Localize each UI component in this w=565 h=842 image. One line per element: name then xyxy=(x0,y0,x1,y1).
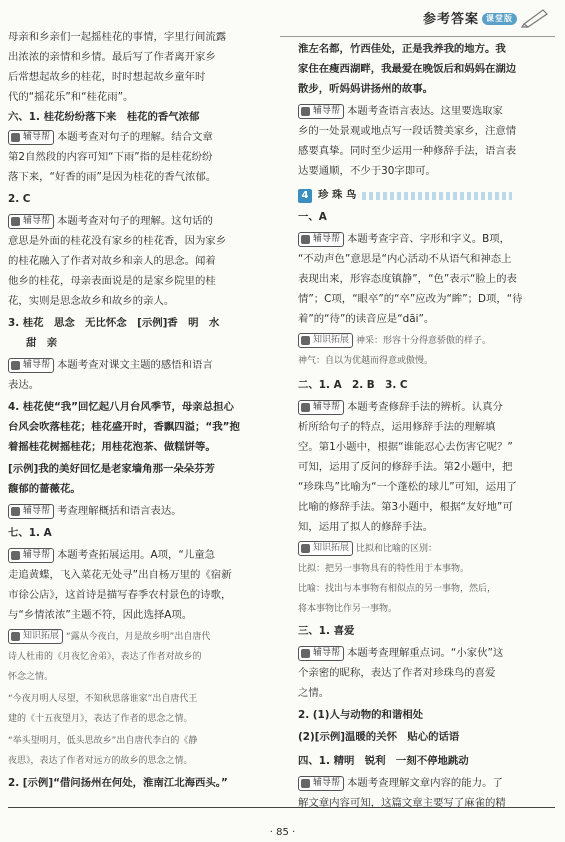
text-line: 知，运用了拟人的修辞手法。 xyxy=(298,521,434,533)
answer-line: 淮左名都，竹西佳处，正是我养我的地方。我 xyxy=(298,43,506,55)
knowledge-tag: 知识拓展 xyxy=(8,629,63,644)
text-line: 着”的“待”的读音应是“dāi”。 xyxy=(298,313,435,325)
text-line: 之情。 xyxy=(298,687,330,699)
knowledge-tag: 知识拓展 xyxy=(298,541,353,556)
text-line: 表达。 xyxy=(8,379,40,391)
explanation-line: 辅导帮 本题考查语言表达。这里要选取家 xyxy=(298,102,503,122)
small-line: 诗人杜甫的《月夜忆舍弟》，表达了作者对故乡的 xyxy=(8,652,202,662)
header-title: 参考答案 课堂版 xyxy=(423,10,517,30)
answer-line: 2. C xyxy=(8,193,31,205)
explanation-line: 辅导帮 本题考查对句子的理解。结合文章 xyxy=(8,128,213,148)
header-rule xyxy=(280,36,555,37)
answer-line: 3. 桂花 思念 无比怀念 [示例]香 明 水 xyxy=(8,317,220,329)
text-line: 出浓浓的亲情和乡情。最后写了作者离开家乡 xyxy=(8,51,216,63)
tutor-tag: 辅导帮 xyxy=(8,504,54,519)
text-line: 代的“摇花乐”和“桂花雨”。 xyxy=(8,91,134,103)
answer-line: 七、1. A xyxy=(8,527,52,539)
tutor-tag: 辅导帮 xyxy=(298,104,344,119)
text-line: 母亲和乡亲们一起摇桂花的事情，字里行间流露 xyxy=(8,31,227,43)
answer-line: 二、1. A 2. B 3. C xyxy=(298,379,408,391)
text-line: 后常想起故乡的桂花，时时想起故乡童年时 xyxy=(8,71,206,83)
knowledge-line: 知识拓展 比拟和比喻的区别： xyxy=(298,540,437,560)
explanation-line: 辅导帮 本题考查修辞手法的辨析。认真分 xyxy=(298,398,503,418)
text-line: 表现出来，形容态度镇静”，“色”表示“脸上的表 xyxy=(298,273,517,285)
small-line: 夜思》，表达了作者对远方的故乡的思念之情。 xyxy=(8,756,193,766)
small-line: “举头望明月，低头思故乡”出自唐代李白的《静 xyxy=(8,736,198,746)
explanation-line: 辅导帮 本题考查对句子的理解。这句话的 xyxy=(8,212,213,232)
text-line: 析所给句子的特点，运用修辞手法的理解填 xyxy=(298,421,496,433)
text-line: “不动声色”意思是“内心活动不从语气和神态上 xyxy=(298,253,512,265)
text-line: 与“乡情浓浓”主题不符，因此选择A项。 xyxy=(8,609,193,621)
answer-line: 甜 亲 xyxy=(26,337,58,349)
answer-line: 三、1. 喜爱 xyxy=(298,625,355,637)
answer-line: 一、A xyxy=(298,211,327,223)
text-line: 他乡的桂花，母亲表面说是的是家乡院里的桂 xyxy=(8,275,216,287)
explanation-line: 辅导帮 本题考查拓展运用。A项，“儿童急 xyxy=(8,546,215,566)
answer-line: 六、1. 桂花纷纷落下来 桂花的香气浓郁 xyxy=(8,111,200,123)
tutor-tag: 辅导帮 xyxy=(8,548,54,563)
answer-line: 台风会吹落桂花；桂花盛开时，香飘四溢；“我”抱 xyxy=(8,421,240,433)
small-line: “今夜月明人尽望，不知秋思落谁家”出自唐代王 xyxy=(8,694,198,704)
answer-line: 4. 桂花使“我”回忆起八月台风季节，母亲总担心 xyxy=(8,401,234,413)
header-badge: 课堂版 xyxy=(482,13,517,25)
tutor-tag: 辅导帮 xyxy=(8,358,54,373)
section-stripe xyxy=(362,192,512,200)
answer-line: 家住在瘦西湖畔，我最爱在晚饭后和妈妈在湖边 xyxy=(298,63,517,75)
answer-line: 2. (1)人与动物的和谐相处 xyxy=(298,709,424,721)
text-line: 空。第1小题中，根据“谁能忍心去伤害它呢？” xyxy=(298,441,513,453)
small-line: 比喻：找出与本事物有相似点的另一事物，然后， xyxy=(298,584,497,594)
tutor-tag: 辅导帮 xyxy=(298,400,344,415)
text-line: 解文章内容可知，这篇文章主要写了麻雀的精 xyxy=(298,797,506,809)
text-line: 乡的一处景观或地点写一段话赞美家乡，注意情 xyxy=(298,125,517,137)
answer-line: [示例]我的美好回忆是老家墙角那一朵朵芬芳 xyxy=(8,463,215,475)
text-line: 花，实则是思念故乡和故乡的亲人。 xyxy=(8,295,175,307)
section-number: 4 xyxy=(298,189,312,203)
answer-line: (2)[示例]温暖的关怀 贴心的话语 xyxy=(298,731,460,743)
text-line: “珍珠鸟”比喻为“一个蓬松的球儿”可知，运用了 xyxy=(298,481,517,493)
tutor-tag: 辅导帮 xyxy=(8,130,54,145)
text-line: 感要真挚。同时至少运用一种修辞手法，语言表 xyxy=(298,145,517,157)
text-line: 个亲密的昵称，表达了作者对珍珠鸟的喜爱 xyxy=(298,667,496,679)
tutor-tag: 辅导帮 xyxy=(298,646,344,661)
section-title: 珍 珠 鸟 xyxy=(318,189,357,201)
small-line: 怀念之情。 xyxy=(8,672,54,682)
text-line: 达要通顺，不少于30字即可。 xyxy=(298,165,436,177)
text-line: 市徐公店》，这首诗是描写春季农村景色的诗歌， xyxy=(8,589,232,601)
text-line: 比喻的修辞手法。第3小题中，根据“友好地”可 xyxy=(298,501,513,513)
explanation-line: 辅导帮 本题考查理解重点词。“小家伙”这 xyxy=(298,644,503,664)
text-line: 落下来，“好香的雨”是因为桂花的香气浓郁。 xyxy=(8,171,217,183)
small-line: 将本事物比作另一事物。 xyxy=(298,604,398,614)
answer-line: 2. [示例]“借问扬州在何处，淮南江北海西头。” xyxy=(8,777,228,789)
text-line: 情”；C项，“眼卒”的“卒”应改为“眸”；D项，“待 xyxy=(298,293,523,305)
answer-line: 四、1. 精明 锐利 一刻不停地跳动 xyxy=(298,755,469,767)
text-line: 的桂花融入了作者对故乡和亲人的思念。闻着 xyxy=(8,255,216,267)
text-line: 第2自然段的内容可知“下雨”指的是桂花纷纷 xyxy=(8,151,213,163)
section-heading xyxy=(298,186,512,206)
answer-line: 着摇桂花树摇桂花；用桂花泡茶、做糕饼等。 xyxy=(8,441,216,453)
knowledge-tag: 知识拓展 xyxy=(298,333,353,348)
answer-line: 馥郁的蔷薇花。 xyxy=(8,483,81,495)
explanation-line: 辅导帮 本题考查对课文主题的感悟和语言 xyxy=(8,356,213,376)
text-line: 走追黄蝶，飞入菜花无处寻”出自杨万里的《宿新 xyxy=(8,569,232,581)
bottom-rule xyxy=(8,807,555,808)
tutor-tag: 辅导帮 xyxy=(8,214,54,229)
explanation-line: 辅导帮 本题考查理解文章内容的能力。了 xyxy=(298,774,503,794)
knowledge-line: 知识拓展 神采：形容十分得意骄傲的样子。 xyxy=(298,332,491,352)
explanation-line: 辅导帮 考查理解概括和语言表达。 xyxy=(8,502,182,522)
answer-line: 散步，听妈妈讲扬州的故事。 xyxy=(298,83,434,95)
small-line: 建的《十五夜望月》，表达了作者的思念之情。 xyxy=(8,714,193,724)
pencil-icon xyxy=(521,6,551,28)
small-line: 神气：自以为优越而得意或傲慢。 xyxy=(298,356,434,366)
explanation-line: 辅导帮 本题考查字音、字形和字义。B项， xyxy=(298,230,510,250)
tutor-tag: 辅导帮 xyxy=(298,232,344,247)
text-line: 可知，运用了反问的修辞手法。第2小题中，把 xyxy=(298,461,513,473)
knowledge-line: 知识拓展 “露从今夜白，月是故乡明”出自唐代 xyxy=(8,628,210,648)
small-line: 比拟：把另一事物具有的特性用于本事物。 xyxy=(298,564,470,574)
text-line: 意思是外面的桂花没有家乡的桂花香，因为家乡 xyxy=(8,235,227,247)
tutor-tag: 辅导帮 xyxy=(298,776,344,791)
page-number: · 85 · xyxy=(269,827,296,838)
